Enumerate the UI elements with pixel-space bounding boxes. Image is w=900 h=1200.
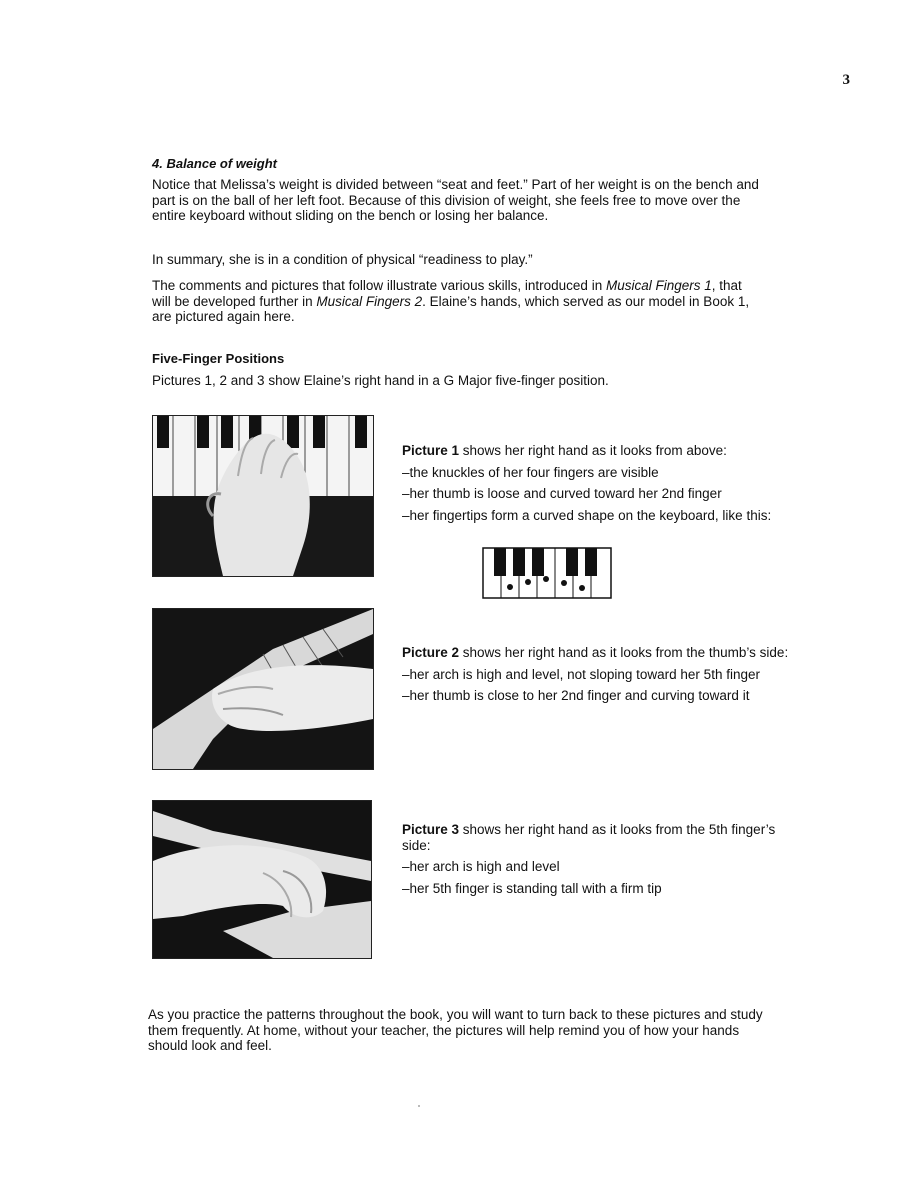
picture-1-description (402, 443, 802, 523)
five-finger-intro: Pictures 1, 2 and 3 show Elaine’s right hand in a G Major five-finger position. (152, 373, 609, 388)
comments-text-3: . Elaine’s hands, which served as our model in Book 1, are pictured again here. (152, 293, 750, 324)
picture-1-caption (402, 443, 802, 459)
closing-paragraph: As you practice the patterns throughout the book, you will want to turn back to these pictures and study them frequently. At home, without your teacher, the pictures will help remind you of how your hands should look and feel. (148, 1007, 763, 1053)
picture-2-description (402, 645, 802, 704)
section-heading-balance: 4. Balance of weight (152, 156, 277, 171)
picture-1-caption-text: shows her right hand as it looks from above: (459, 443, 727, 458)
picture-1-photo (152, 415, 374, 577)
scan-speck (418, 1105, 420, 1107)
keyboard-fingertip-diagram (482, 547, 612, 599)
picture-2-label: Picture 2 (402, 645, 460, 660)
comments-text-1: The comments and pictures that follow illustrate various skills, introduced in (152, 278, 606, 293)
picture-1-label: Picture 1 (402, 443, 460, 458)
picture-1-point: –her fingertips form a curved shape on the keyboard, like this: (402, 507, 772, 523)
book-title-2: Musical Fingers 2 (316, 293, 423, 309)
picture-2-caption-text: shows her right hand as it looks from the thumb’s side: (459, 645, 789, 660)
picture-3-point: –her 5th finger is standing tall with a firm tip (402, 880, 662, 896)
comments-text-2: , that will be developed further in (152, 278, 742, 309)
summary-paragraph: In summary, she is in a condition of physical “readiness to play.” (152, 252, 533, 267)
picture-2-point: –her thumb is close to her 2nd finger and curving toward it (402, 688, 750, 703)
comments-paragraph (152, 278, 762, 325)
picture-3-caption (402, 822, 802, 853)
picture-3-caption-text: shows her right hand as it looks from the 5th finger’s side: (402, 822, 776, 853)
picture-1-point: –her thumb is loose and curved toward her 2nd finger (402, 486, 722, 501)
page-number: 3 (842, 72, 850, 88)
picture-3-label: Picture 3 (402, 822, 460, 837)
balance-paragraph: Notice that Melissa’s weight is divided between “seat and feet.” Part of her weight is on the bench and part is on the ball of her left foot. Because of this division of weight, she feels free to move over the entire keyboard without sliding on the bench or losing her balance. (152, 177, 759, 223)
picture-3-photo (152, 800, 372, 959)
picture-3-point: –her arch is high and level (402, 859, 560, 874)
picture-2-photo (152, 608, 374, 770)
picture-3-description (402, 822, 802, 896)
picture-1-point: –the knuckles of her four fingers are visible (402, 464, 659, 480)
picture-2-caption (402, 645, 802, 661)
section-heading-five-finger: Five-Finger Positions (152, 351, 285, 366)
book-title-1: Musical Fingers 1 (605, 278, 712, 293)
picture-2-point: –her arch is high and level, not sloping toward her 5th finger (402, 666, 760, 682)
